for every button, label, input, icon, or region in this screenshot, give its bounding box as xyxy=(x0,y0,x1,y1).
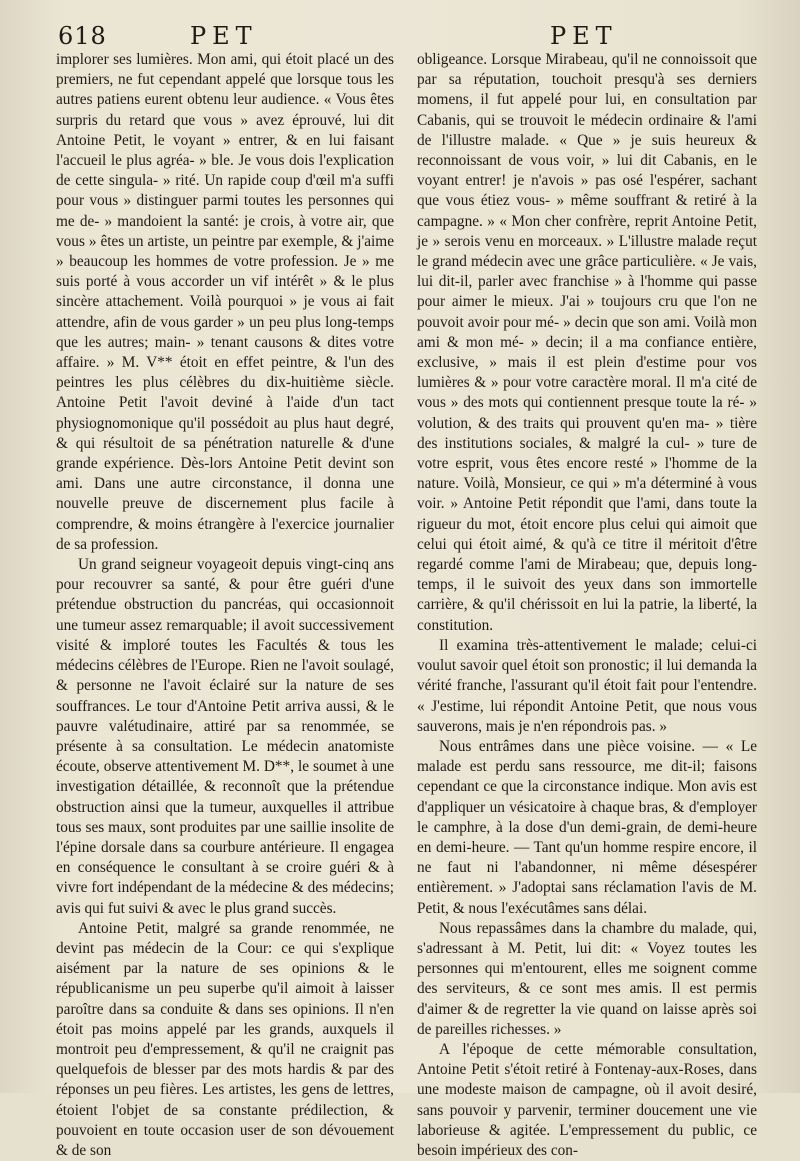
page-number: 618 xyxy=(58,22,107,50)
paragraph: Un grand seigneur voyageoit depuis vingt-cinq ans pour recouvrer sa santé, & pour être guéri d'une prétendue obstruction du pancréas, qui occasionnoit une tumeur assez remarquable; il avoit successivement visité & imploré toutes les Facultés & tous les médecins célèbres de l'Europe. Rien ne l'avoit soulagé, & personne ne l'avoit éclairé sur la nature de ses souffrances. Le tour d'Antoine Petit arriva aussi, & le pauvre valétudinaire, attiré par sa renommée, se présente à sa consultation. Le médecin anatomiste écoute, observe attentivement M. D**, le soumet à une investigation détaillée, & reconnoît que la prétendue obstruction ainsi que la tumeur, auxquelles il attribue tous ses maux, sont produites par une saillie insolite de l'épine dorsale dans sa courbure antérieure. Il engagea en conséquence le consultant à se croire guéri & à vivre fort indépendant de la médecine & des médecins; avis qui fut suivi & avec le plus grand succès. xyxy=(56,556,394,917)
running-head-left: PET xyxy=(190,22,258,50)
paragraph: Nous entrâmes dans une pièce voisine. — « Le malade est perdu sans ressource, me dit-il; faisons cependant ce que la circonstance indique. Mon avis est d'appliquer un vésicatoire à chaque bras, & d'employer le camphre, à la dose d'un demi-grain, de demi-heure en demi-heure. — Tant qu'un homme respire encore, il ne faut ni l'abandonner, ni même désespérer entièrement. » J'adoptai sans réclamation l'avis de M. Petit, & nous l'exécutâmes sans délai. xyxy=(417,737,757,917)
paragraph: Antoine Petit, malgré sa grande renommée, ne devint pas médecin de la Cour: ce qui s'explique aisément par la nature de ses opinions & le républicanisme un peu superbe qu'il aimoit à laisser paroître dans sa conduite & dans ses opinions. Il n'en étoit pas moins appelé par les grands, auxquels il montroit peu d'empressement, & qu'il ne craignit pas quelquefois de blesser par des mots hardis & par des réponses un peu fières. Les artistes, les gens de lettres, étoient l'objet de sa constante prédilection, & pouvoient en toute occasion user de son dévouement & de son xyxy=(56,919,394,1159)
paragraph: Nous repassâmes dans la chambre du malade, qui, s'adressant à M. Petit, lui dit: « Voyez toutes les personnes qui m'entourent, elles me soignent comme des serviteurs, & ce sont mes amis. Il est permis d'aimer & de regretter la vie quand on laisse après soi de pareilles richesses. » xyxy=(417,919,757,1038)
paragraph: obligeance. Lorsque Mirabeau, qu'il ne connoissoit que par sa réputation, touchoit presqu'à ses derniers momens, il fut appelé pour lui, en consultation par Cabanis, qui se trouvoit le médecin ordinaire & l'ami de l'illustre malade. « Que » je suis heureux & reconnoissant de vous voir, » lui dit Cabanis, en le voyant entrer! je n'avois » pas osé l'espérer, sachant que vous étiez vous- » même souffrant & retiré à la campagne. » « Mon cher confrère, reprit Antoine Petit, je » serois venu en morceaux. » L'illustre malade reçut le grand médecin avec une grâce particulière. « Je vais, lui dit-il, parler avec franchise » à l'homme qui passe pour aimer le mieux. J'ai » toujours cru que l'on ne pouvoit avoir pour mé- » decin que son ami. Voilà mon ami & mon mé- » decin; il a ma confiance entière, exclusive, » mais il est plein d'estime pour vos lumières & » pour votre caractère moral. Il m'a cité de vous » des mots qui contiennent presque toute la ré- » volution, & des traits qui prouvent qu'en ma- » tière des institutions sociales, & malgré la cul- » ture de votre esprit, vous êtes encore resté » l'homme de la nature. Voilà, Monsieur, ce qui » m'a déterminé à vous voir. » Antoine Petit répondit que l'ami, dans toute la rigueur du mot, étoit encore plus celui qui aimoit que celui qui étoit aimé, & qu'à ce titre il méritoit d'être regardé comme l'ami de Mirabeau; que, depuis long-temps, il le suivoit des yeux dans son immortelle carrière, & qu'il chérissoit en lui la patrie, la liberté, la constitution. xyxy=(417,51,757,634)
paragraph: implorer ses lumières. Mon ami, qui étoit placé un des premiers, ne fut cependant appelé que lorsque tous les autres patiens eurent obtenu leur audience. « Vous êtes surpris du retard que vous » avez éprouvé, lui dit Antoine Petit, le voyant » entrer, & en lui faisant l'accueil le plus agréa- » ble. Je vous dois l'explication de cette singula- » rité. Un rapide coup d'œil m'a suffi pour vous » distinguer parmi toutes les personnes qui me de- » mandoient la santé: je crois, à votre air, que vous » êtes un artiste, un peintre par exemple, & j'aime » beaucoup les hommes de votre profession. Je » me suis porté à vous accorder un vif intérêt » & le plus sincère attachement. Voilà pourquoi » je vous ai fait attendre, afin de vous garder » un peu plus long-temps que les autres; main- » tenant causons & dites votre affaire. » M. V** étoit en effet peintre, & l'un des peintres les plus célèbres du dix-huitième siècle. Antoine Petit l'avoit deviné à l'aide d'un tact physiognomonique qu'il possédoit au plus haut degré, & qui résultoit de sa pénétration naturelle & d'une grande expérience. Dès-lors Antoine Petit devint son ami. Dans une autre circonstance, il donna une nouvelle preuve de discernement plus facile à comprendre, & moins étrangère à l'exercice journalier de sa profession. xyxy=(56,51,394,553)
text-column-right xyxy=(417,50,757,1159)
page-header xyxy=(0,20,800,54)
paragraph: Il examina très-attentivement le malade; celui-ci voulut savoir quel étoit son pronostic; il lui demanda la vérité franche, l'assurant qu'il étoit fait pour l'entendre. « J'estime, lui répondit Antoine Petit, que nous vous sauverons, mais je n'en répondrois pas. » xyxy=(417,636,757,735)
text-column-left xyxy=(56,50,394,1159)
paragraph: A l'époque de cette mémorable consultation, Antoine Petit s'étoit retiré à Fontenay-aux-Roses, dans une modeste maison de campagne, où il avoit desiré, sans pouvoir y parvenir, terminer doucement une vie laborieuse & agitée. L'empressement du public, ce besoin impérieux des con- xyxy=(417,1040,757,1159)
running-head-right: PET xyxy=(550,22,618,50)
